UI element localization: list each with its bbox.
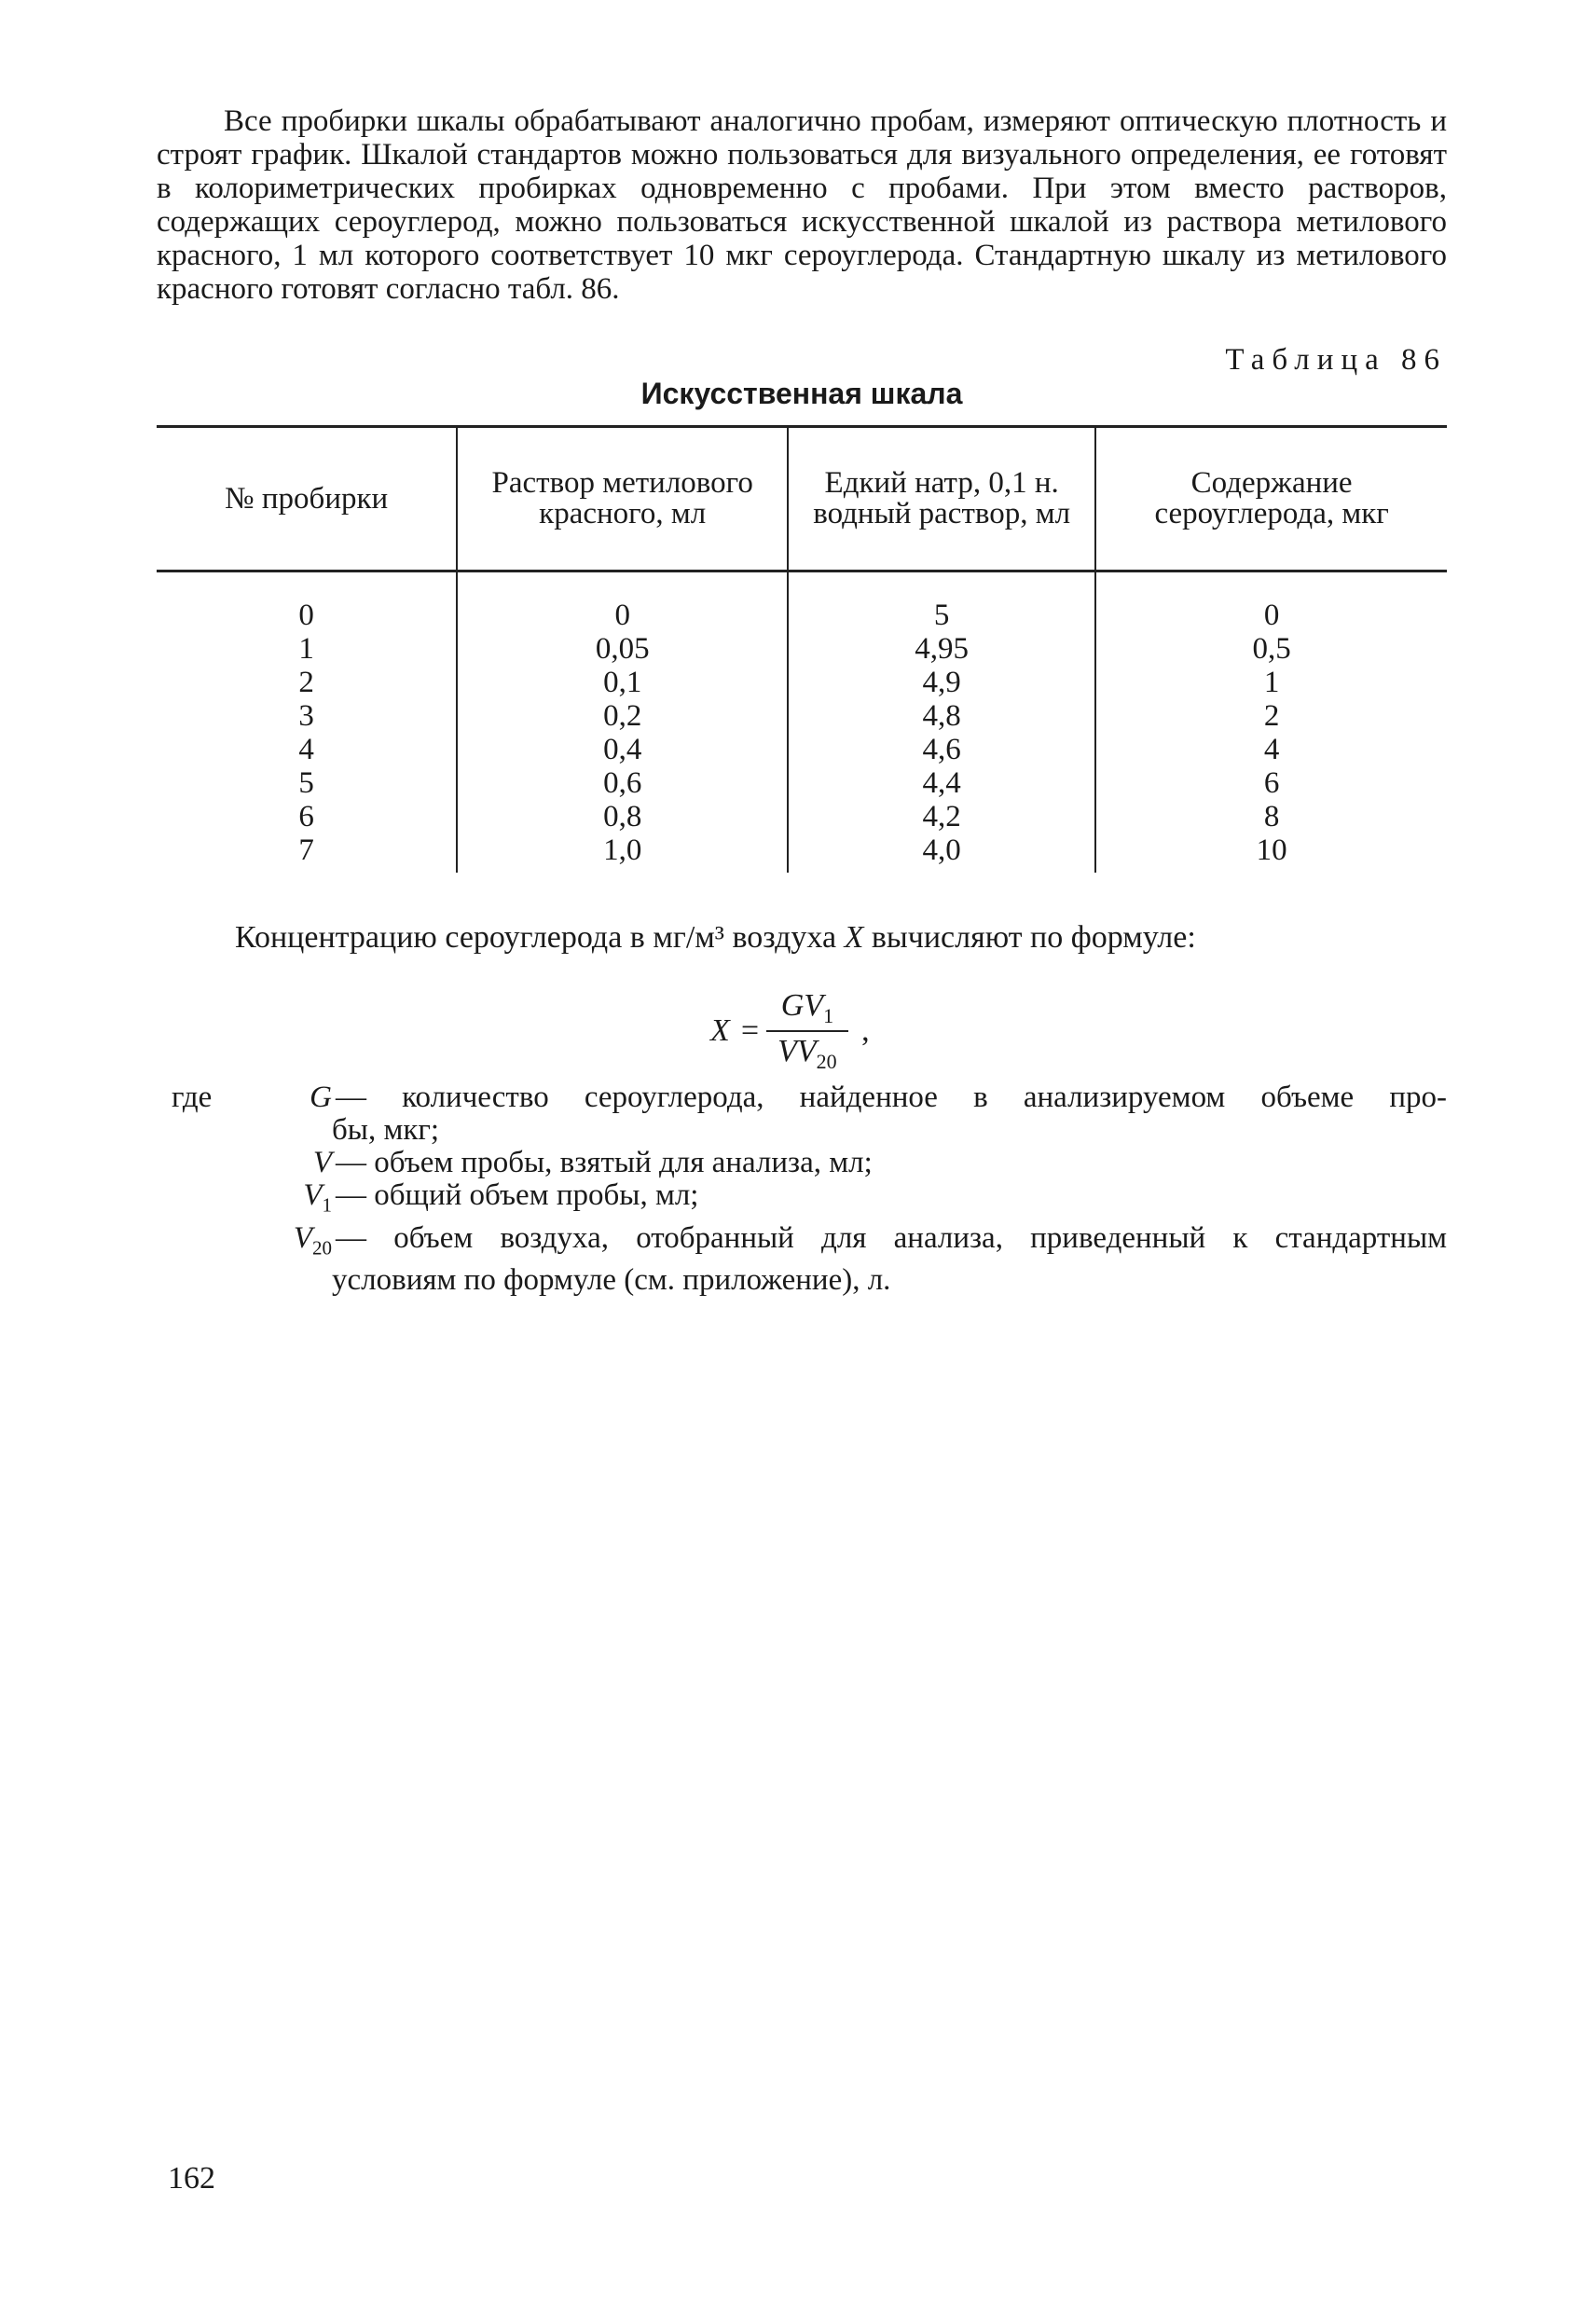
table-cell: 6 — [298, 800, 314, 833]
table-cell: 0,2 — [457, 699, 788, 733]
page-number: 162 — [168, 2161, 215, 2196]
definition-row — [172, 1179, 1447, 1222]
table-row — [157, 699, 1447, 733]
formula-numerator: $GV_1$ — [766, 988, 848, 1032]
table-cell: 4,6 — [788, 733, 1095, 766]
table-cell: 4,95 — [788, 632, 1095, 666]
formula-denominator: $VV_{20}$ — [777, 1033, 837, 1073]
table-row — [157, 766, 1447, 800]
table-cell: 0,5 — [1095, 632, 1447, 666]
table-cell: 0 — [457, 599, 788, 632]
table-cell: 1,0 — [457, 833, 788, 873]
table-cell: 0,1 — [457, 666, 788, 699]
header-sodium-hydroxide: Едкий натр, 0,1 н. водный раствор, мл — [788, 427, 1095, 571]
table-body — [157, 571, 1447, 874]
intro-paragraph: Все пробирки шкалы обрабатывают аналогично пробам, измеряют оптическую плотность и строят график. Шкалой стандартов можно пользоваться для визуального определения, ее готовят в колориметрических пробирках одновременно с пробами. При этом вместо растворов, содержащих сероуглерод, можно пользоваться искусственной шкалой из раствора метилового красного, 1 мл которого соответствует 10 мкг сероуглерода. Стандартную шкалу из метилового красного готовят согласно табл. 86. — [157, 104, 1447, 306]
table-row — [157, 666, 1447, 699]
header-tube-number: № пробирки — [157, 427, 457, 571]
header-carbon-disulfide-content: Содержание сероуглерода, мкг — [1095, 427, 1447, 571]
definition-row — [172, 1222, 1447, 1265]
formula-fraction — [766, 988, 848, 1074]
table-header-row — [157, 427, 1447, 571]
definition-symbol: G — [310, 1081, 332, 1114]
table-cell: 4,0 — [788, 833, 1095, 873]
table-row — [157, 833, 1447, 873]
table-cell: 8 — [1095, 800, 1447, 833]
table-title: Искусственная шкала — [640, 377, 963, 410]
table-cell: 0,6 — [457, 766, 788, 800]
artificial-scale-table — [157, 425, 1447, 873]
definition-text: — количество сероуглерода, найденное в анализируемом объеме про- — [336, 1081, 1447, 1114]
table-row — [157, 632, 1447, 666]
definition-lead — [172, 1147, 276, 1179]
definition-row — [172, 1147, 1447, 1179]
formula-intro-before: Концентрацию сероуглерода в мг/м³ воздуха — [235, 920, 837, 955]
definition-continuation: бы, мкг; — [332, 1113, 440, 1147]
table-cell: 3 — [298, 699, 314, 733]
definition-lead — [172, 1222, 276, 1265]
formula-intro-var: X — [844, 920, 864, 955]
table-cell: 1 — [298, 632, 314, 666]
variable-definitions — [172, 1081, 1447, 1297]
table-cell: 5 — [788, 599, 1095, 632]
definition-continuation: условиям по формуле (см. приложение), л. — [332, 1263, 891, 1298]
table-row — [157, 733, 1447, 766]
table-row — [157, 599, 1447, 632]
formula-intro — [235, 919, 1447, 957]
definition-symbol: $V_1$ — [303, 1178, 332, 1217]
table-row — [157, 800, 1447, 833]
table-cell: 7 — [298, 833, 314, 867]
table-cell: 4,9 — [788, 666, 1095, 699]
definition-lead: где — [172, 1081, 213, 1114]
formula-intro-after: вычисляют по формуле: — [871, 920, 1196, 955]
table-cell: 0 — [298, 599, 314, 632]
definition-symbol: V — [312, 1146, 332, 1179]
table-cell: 10 — [1095, 833, 1447, 873]
definition-text: — объем пробы, взятый для анализа, мл; — [336, 1146, 873, 1179]
table-cell: 0,4 — [457, 733, 788, 766]
table-cell: 0 — [1095, 599, 1447, 632]
definition-lead — [172, 1179, 276, 1222]
table-cell: 5 — [298, 766, 314, 800]
table-cell: 4,8 — [788, 699, 1095, 733]
table-number-label: Таблица 86 — [1225, 343, 1447, 377]
table-cell: 0,05 — [457, 632, 788, 666]
header-methyl-red: Раствор метилового красного, мл — [457, 427, 788, 571]
table-cell: 6 — [1095, 766, 1447, 800]
formula-trailing-comma: , — [861, 1012, 870, 1048]
table-cell: 4,2 — [788, 800, 1095, 833]
definition-text: — общий объем пробы, мл; — [336, 1178, 699, 1212]
formula-equals: = — [738, 1012, 761, 1048]
table-cell: 1 — [1095, 666, 1447, 699]
definition-row — [172, 1081, 1447, 1114]
definition-text: — объем воздуха, отобранный для анализа, приведенный к стандартным — [336, 1220, 1447, 1255]
concentration-formula — [710, 988, 870, 1074]
table-cell: 0,8 — [457, 800, 788, 833]
table-cell: 4,4 — [788, 766, 1095, 800]
table-cell: 2 — [298, 666, 314, 699]
table-cell: 2 — [1095, 699, 1447, 733]
definition-symbol: $V_{20}$ — [293, 1220, 332, 1260]
table-cell: 4 — [1095, 733, 1447, 766]
formula-lhs: X — [710, 1012, 730, 1048]
table-cell: 4 — [298, 733, 314, 766]
